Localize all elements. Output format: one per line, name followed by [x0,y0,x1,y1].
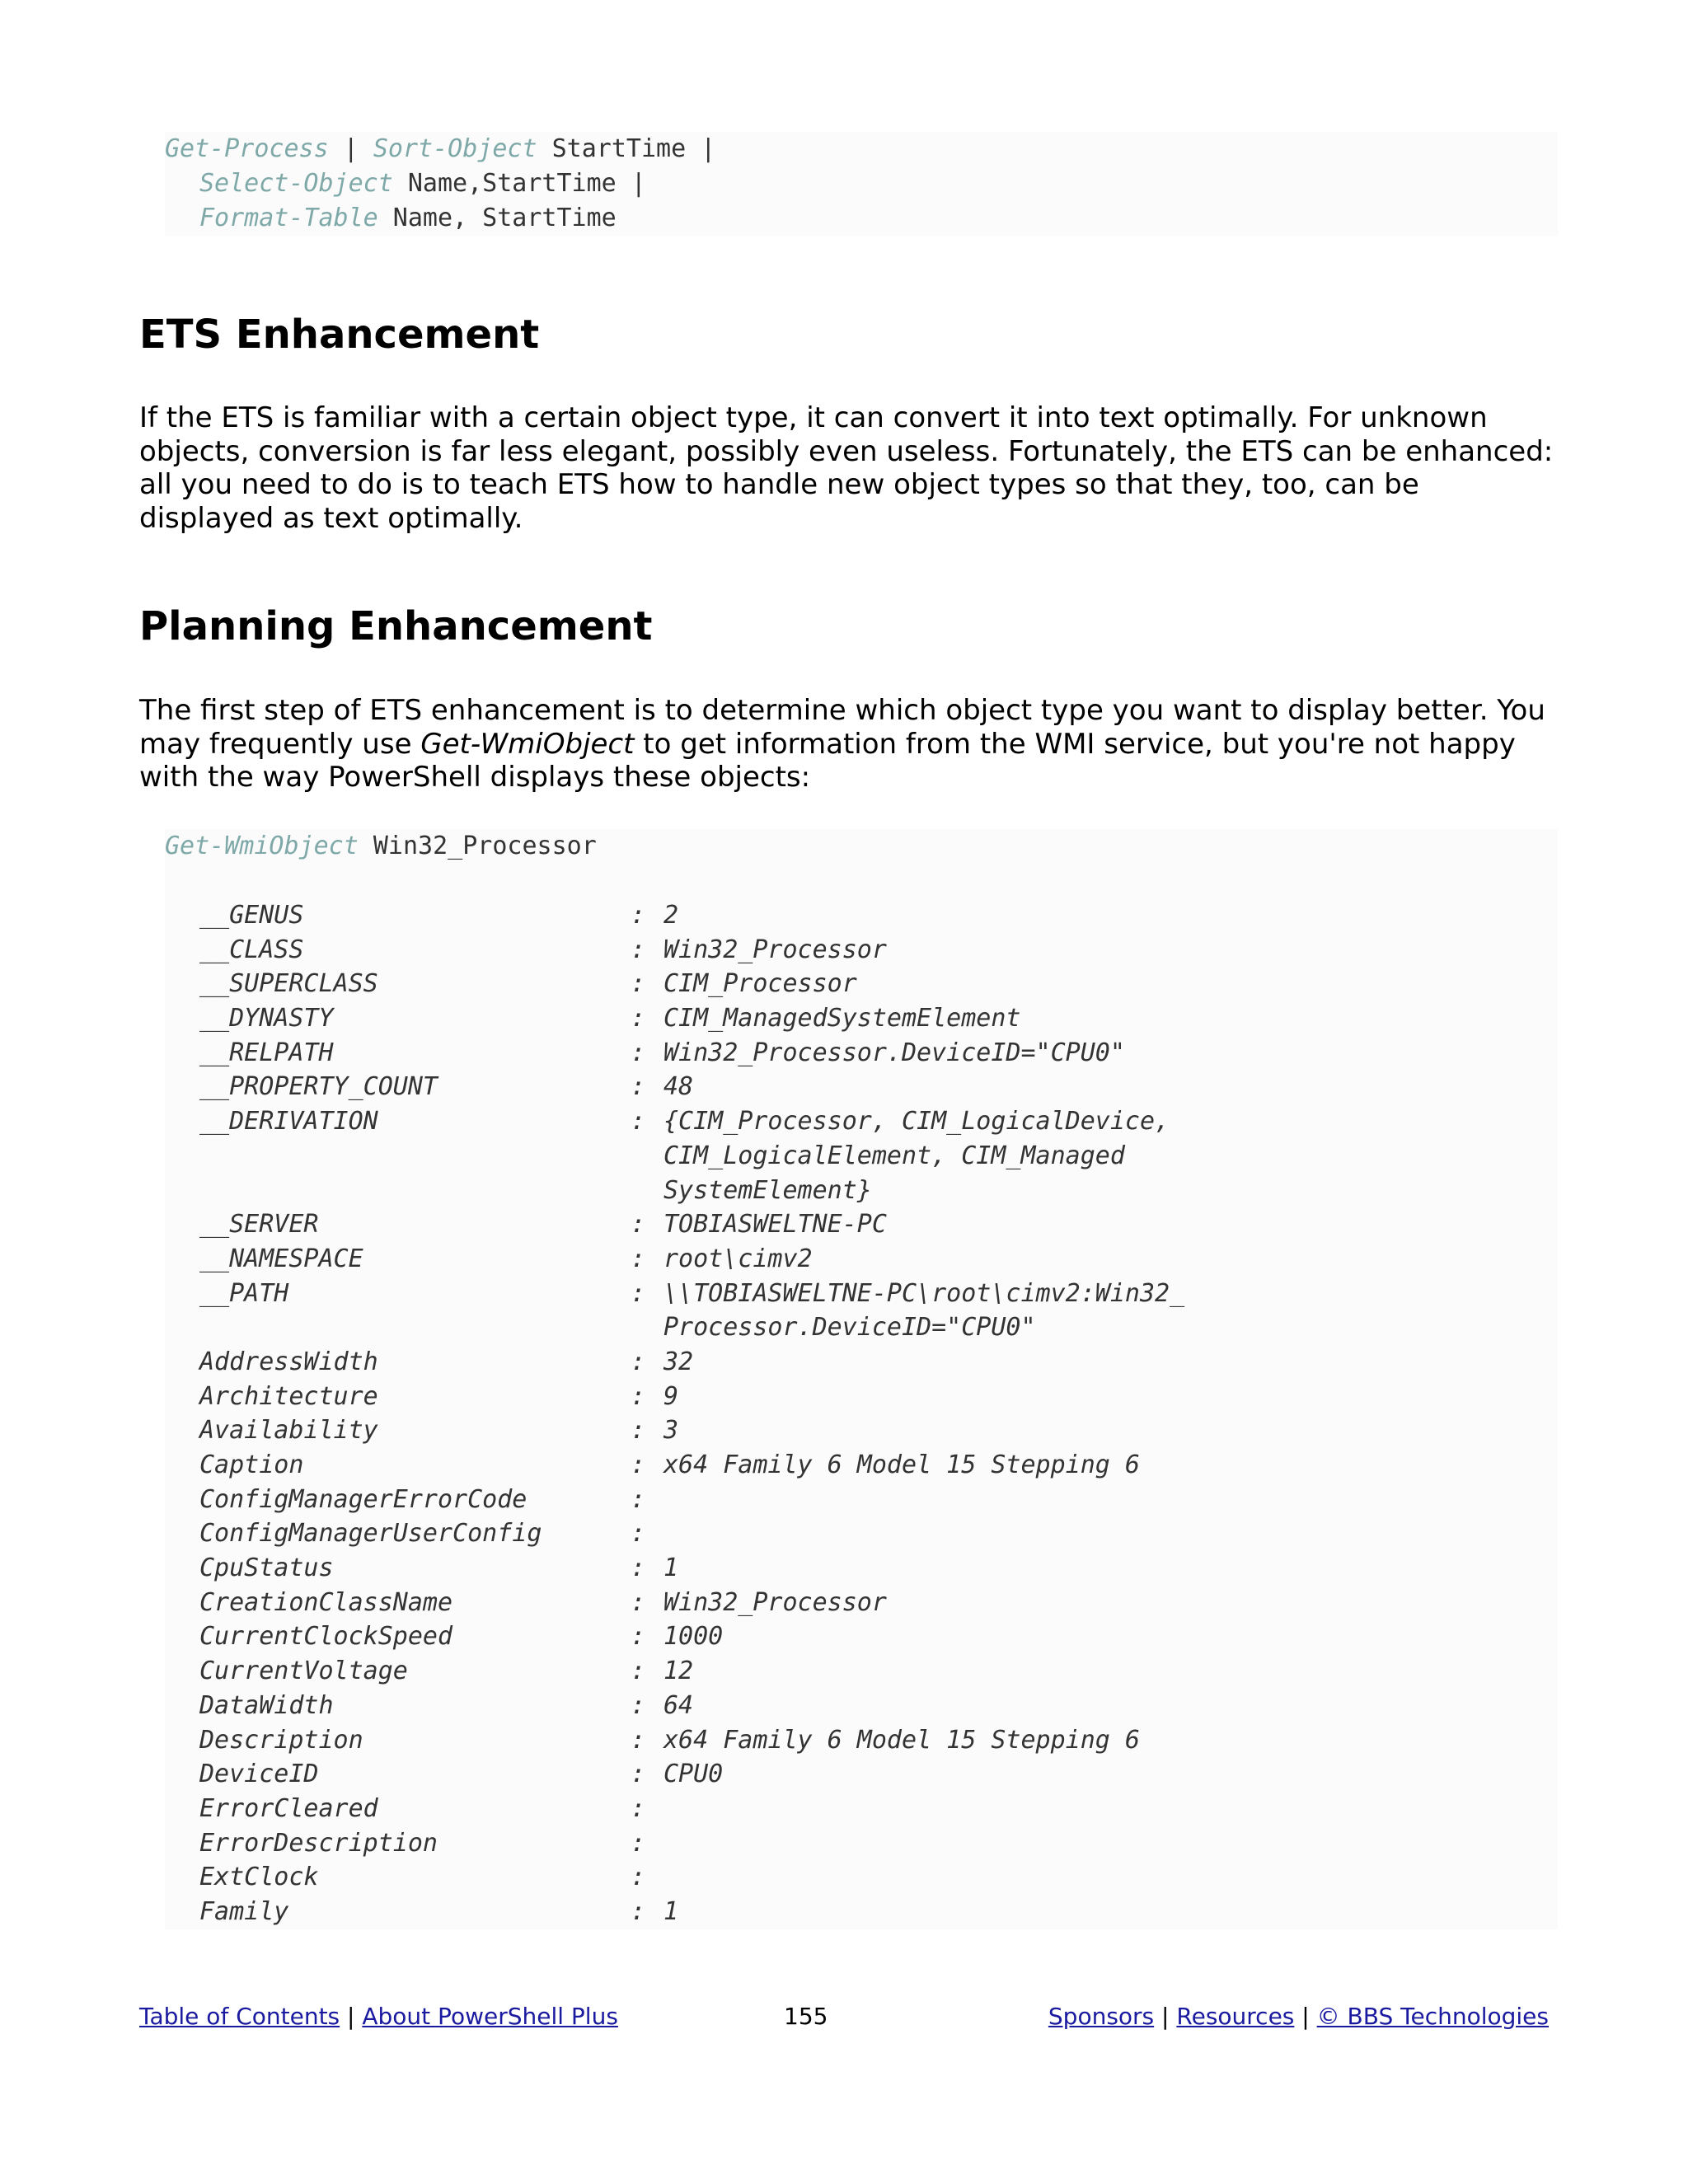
property-row [165,1448,1558,1483]
page-footer [139,2003,1549,2036]
property-value: CPU0 [663,1760,724,1789]
property-separator: : [631,1793,646,1823]
page-number: 155 [784,2003,828,2030]
property-separator: : [631,901,646,930]
property-separator: : [631,1416,646,1446]
property-row [165,1826,1558,1861]
property-separator: : [631,1657,646,1686]
property-row [165,1413,1558,1448]
property-value: 1 [663,1896,679,1926]
footer-divider: | [1294,2003,1317,2030]
cmdlet-name: Get-WmiObject [165,832,359,860]
cmdlet-name: Sort-Object [373,134,537,163]
code-block-pipeline [165,132,1558,236]
property-row [165,967,1558,1001]
property-separator: : [631,1107,646,1137]
code-line [165,132,1558,166]
property-name: Architecture [199,1381,378,1411]
pipe-operator: | [328,134,373,163]
property-value: Win32_Processor [663,935,887,964]
property-row [165,1757,1558,1792]
property-separator: : [631,1863,646,1892]
code-line [165,201,1558,236]
section-heading-ets: ETS Enhancement [139,312,540,358]
cmdlet-name: Format-Table [199,204,378,232]
property-value: CIM_Processor [663,969,857,999]
property-name: ConfigManagerUserConfig [199,1519,542,1549]
code-args: Win32_Processor [358,832,597,860]
property-value: 1000 [663,1622,724,1652]
property-row [165,1483,1558,1517]
property-value: x64 Family 6 Model 15 Stepping 6 [663,1725,1140,1755]
footer-divider: | [1154,2003,1177,2030]
property-name: __PATH [199,1278,289,1308]
property-value-continuation: CIM_LogicalElement, CIM_Managed [663,1141,1125,1170]
property-row [165,1380,1558,1414]
code-args: Name, StartTime [377,204,617,232]
property-separator: : [631,1690,646,1720]
property-separator: : [631,1554,646,1583]
property-name: ErrorDescription [199,1828,438,1858]
property-name: DeviceID [199,1760,319,1789]
property-row [165,1792,1558,1826]
property-name: CreationClassName [199,1587,453,1617]
property-name: ConfigManagerErrorCode [199,1484,528,1514]
property-row [165,1619,1558,1654]
property-name: AddressWidth [199,1347,378,1376]
property-separator: : [631,1210,646,1240]
property-value: TOBIASWELTNE-PC [663,1210,887,1240]
property-value: 32 [663,1347,694,1376]
property-row [165,1516,1558,1551]
property-name: CpuStatus [199,1554,334,1583]
property-value: 1 [663,1554,679,1583]
property-name: __RELPATH [199,1038,334,1067]
property-separator: : [631,1004,646,1033]
paragraph-planning [139,694,1557,794]
code-line [165,166,1558,201]
cmdlet-name: Select-Object [199,169,393,198]
property-value: root\cimv2 [663,1244,813,1273]
table-of-contents-link[interactable]: Table of Contents [139,2003,340,2030]
property-separator: : [631,1587,646,1617]
footer-divider: | [340,2003,363,2030]
property-row [165,1345,1558,1380]
property-separator: : [631,1760,646,1789]
paragraph-text: The first step of ETS enhancement is to determine which object type you want to display better. You may frequently use [139,694,1545,761]
property-name: Availability [199,1416,378,1446]
property-value: 3 [663,1416,679,1446]
code-args: Name,StartTime | [392,169,646,198]
property-name: __CLASS [199,935,304,964]
property-name: CurrentClockSpeed [199,1622,453,1652]
property-separator: : [631,1519,646,1549]
property-name: ErrorCleared [199,1793,378,1823]
property-separator: : [631,1347,646,1376]
property-value: Win32_Processor.DeviceID="CPU0" [663,1038,1125,1067]
property-row [165,1860,1558,1895]
property-name: DataWidth [199,1690,334,1720]
property-row [165,1723,1558,1758]
property-separator: : [631,1072,646,1102]
property-separator: : [631,1244,646,1273]
property-name: __DERIVATION [199,1107,378,1137]
property-row [165,1036,1558,1071]
property-separator: : [631,1828,646,1858]
property-value: Win32_Processor [663,1587,887,1617]
property-value: 2 [663,901,679,930]
code-line [165,829,1558,864]
property-name: Description [199,1725,363,1755]
property-separator: : [631,1896,646,1926]
property-name: ExtClock [199,1863,319,1892]
property-row [165,933,1558,968]
property-row [165,1242,1558,1277]
property-separator: : [631,1381,646,1411]
property-row [165,1070,1558,1104]
paragraph-ets: If the ETS is familiar with a certain object type, it can convert it into text optimally. For unknown objects, conversion is far less elegant, possibly even useless. Fortunately, the ETS can be enhanced: all you need to do is to teach ETS how to handle new object types so that they, too, can be displayed as text optimally. [139,401,1554,535]
property-separator: : [631,1622,646,1652]
property-separator: : [631,1725,646,1755]
footer-right-links [1048,2003,1549,2030]
property-separator: : [631,1038,646,1067]
property-value: 12 [663,1657,694,1686]
property-name: __NAMESPACE [199,1244,363,1273]
property-separator: : [631,1278,646,1308]
property-separator: : [631,1484,646,1514]
code-block-wmi [165,829,1558,1929]
property-name: __SUPERCLASS [199,969,378,999]
section-heading-planning: Planning Enhancement [139,603,653,649]
property-value: CIM_ManagedSystemElement [663,1004,1021,1033]
property-row [165,898,1558,933]
property-name: CurrentVoltage [199,1657,408,1686]
footer-left-links [139,2003,618,2030]
property-value: 48 [663,1072,694,1102]
property-name: __DYNASTY [199,1004,334,1033]
property-row [165,1551,1558,1586]
property-value: x64 Family 6 Model 15 Stepping 6 [663,1451,1140,1479]
sponsors-link[interactable]: Sponsors [1048,2003,1155,2030]
property-name: Caption [199,1451,304,1479]
property-separator: : [631,935,646,964]
property-name: __GENUS [199,901,304,930]
property-value-continuation: SystemElement} [663,1175,872,1205]
property-name: Family [199,1896,289,1926]
property-value: 64 [663,1690,694,1720]
property-row [165,1104,1558,1139]
code-args: StartTime | [537,134,716,163]
property-row [165,1001,1558,1036]
property-row [165,1277,1558,1311]
property-value: {CIM_Processor, CIM_LogicalDevice, [663,1107,1170,1137]
blank-line [165,864,1558,898]
property-value: 9 [663,1381,679,1411]
property-separator: : [631,1451,646,1479]
property-value-continuation: Processor.DeviceID="CPU0" [663,1313,1036,1343]
bbs-technologies-link[interactable]: © BBS Technologies [1316,2003,1549,2030]
cmdlet-name: Get-Process [165,134,329,163]
property-row [165,1207,1558,1242]
paragraph-text: to get information from the WMI service, but you're not happy with the way PowerShell displays these objects: [139,727,1516,794]
about-powershell-plus-link[interactable]: About PowerShell Plus [362,2003,618,2030]
property-name: __SERVER [199,1210,319,1240]
property-list [165,898,1558,1929]
property-row [165,1689,1558,1723]
property-row [165,1654,1558,1689]
property-row [165,1586,1558,1620]
emphasized-cmdlet: Get-WmiObject [420,727,635,761]
property-value: \\TOBIASWELTNE-PC\root\cimv2:Win32_ [663,1278,1185,1308]
property-name: __PROPERTY_COUNT [199,1072,438,1102]
property-separator: : [631,969,646,999]
resources-link[interactable]: Resources [1176,2003,1295,2030]
property-row [165,1895,1558,1929]
